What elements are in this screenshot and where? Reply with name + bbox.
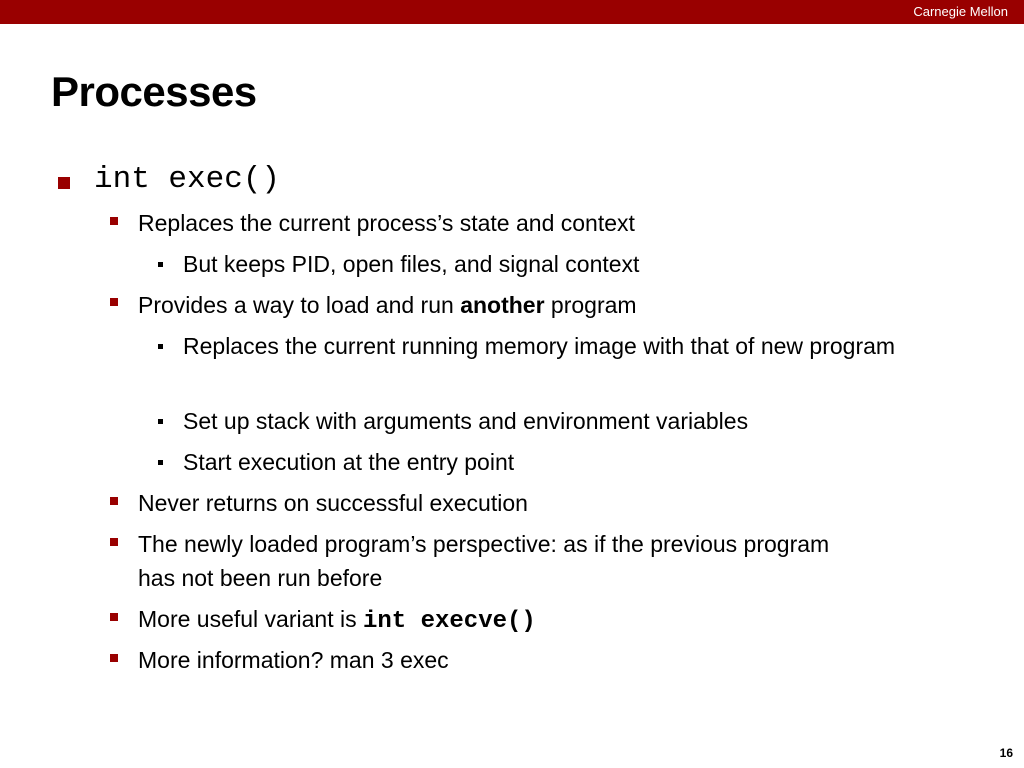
bullet-setup-stack: Set up stack with arguments and environment variables	[183, 408, 749, 434]
bullet-small-square-icon	[158, 262, 163, 267]
bullet-square-icon	[110, 497, 118, 505]
bullet-square-icon	[58, 177, 70, 189]
bullet-small-square-icon	[158, 460, 163, 465]
bullet-new-perspective: The newly loaded program’s perspective: as if the previous program has not been run before	[138, 531, 830, 591]
bullet-execve-code: int execve()	[362, 608, 536, 635]
slide-title: Processes	[51, 68, 257, 115]
page-number: 16	[999, 746, 1013, 760]
bullet-square-icon	[110, 298, 118, 306]
bullet-replaces-state: Replaces the current process’s state and context	[138, 210, 635, 236]
brand-label: Carnegie Mellon	[913, 4, 1008, 19]
bullet-load-another-bold: another	[460, 292, 545, 318]
bullet-execve-variant	[138, 602, 536, 639]
bullet-load-another	[138, 288, 637, 322]
bullet-more-info: More information? man 3 exec	[138, 647, 449, 673]
bullet-square-icon	[110, 217, 118, 225]
bullet-keeps-pid: But keeps PID, open files, and signal context	[183, 251, 640, 277]
bullet-replaces-memory: Replaces the current running memory image with that of new program	[183, 333, 896, 359]
bullet-level1-exec: int exec()	[94, 162, 281, 197]
bullet-load-another-post: program	[544, 292, 637, 318]
bullet-small-square-icon	[158, 419, 163, 424]
bullet-square-icon	[110, 654, 118, 662]
bullet-square-icon	[110, 538, 118, 546]
bullet-small-square-icon	[158, 344, 163, 349]
bullet-load-another-pre: Provides a way to load and run	[138, 292, 461, 318]
bullet-execve-pre: More useful variant is	[138, 606, 363, 632]
bullet-square-icon	[110, 613, 118, 621]
bullet-never-returns: Never returns on successful execution	[138, 490, 528, 516]
bullet-start-execution: Start execution at the entry point	[183, 449, 515, 475]
